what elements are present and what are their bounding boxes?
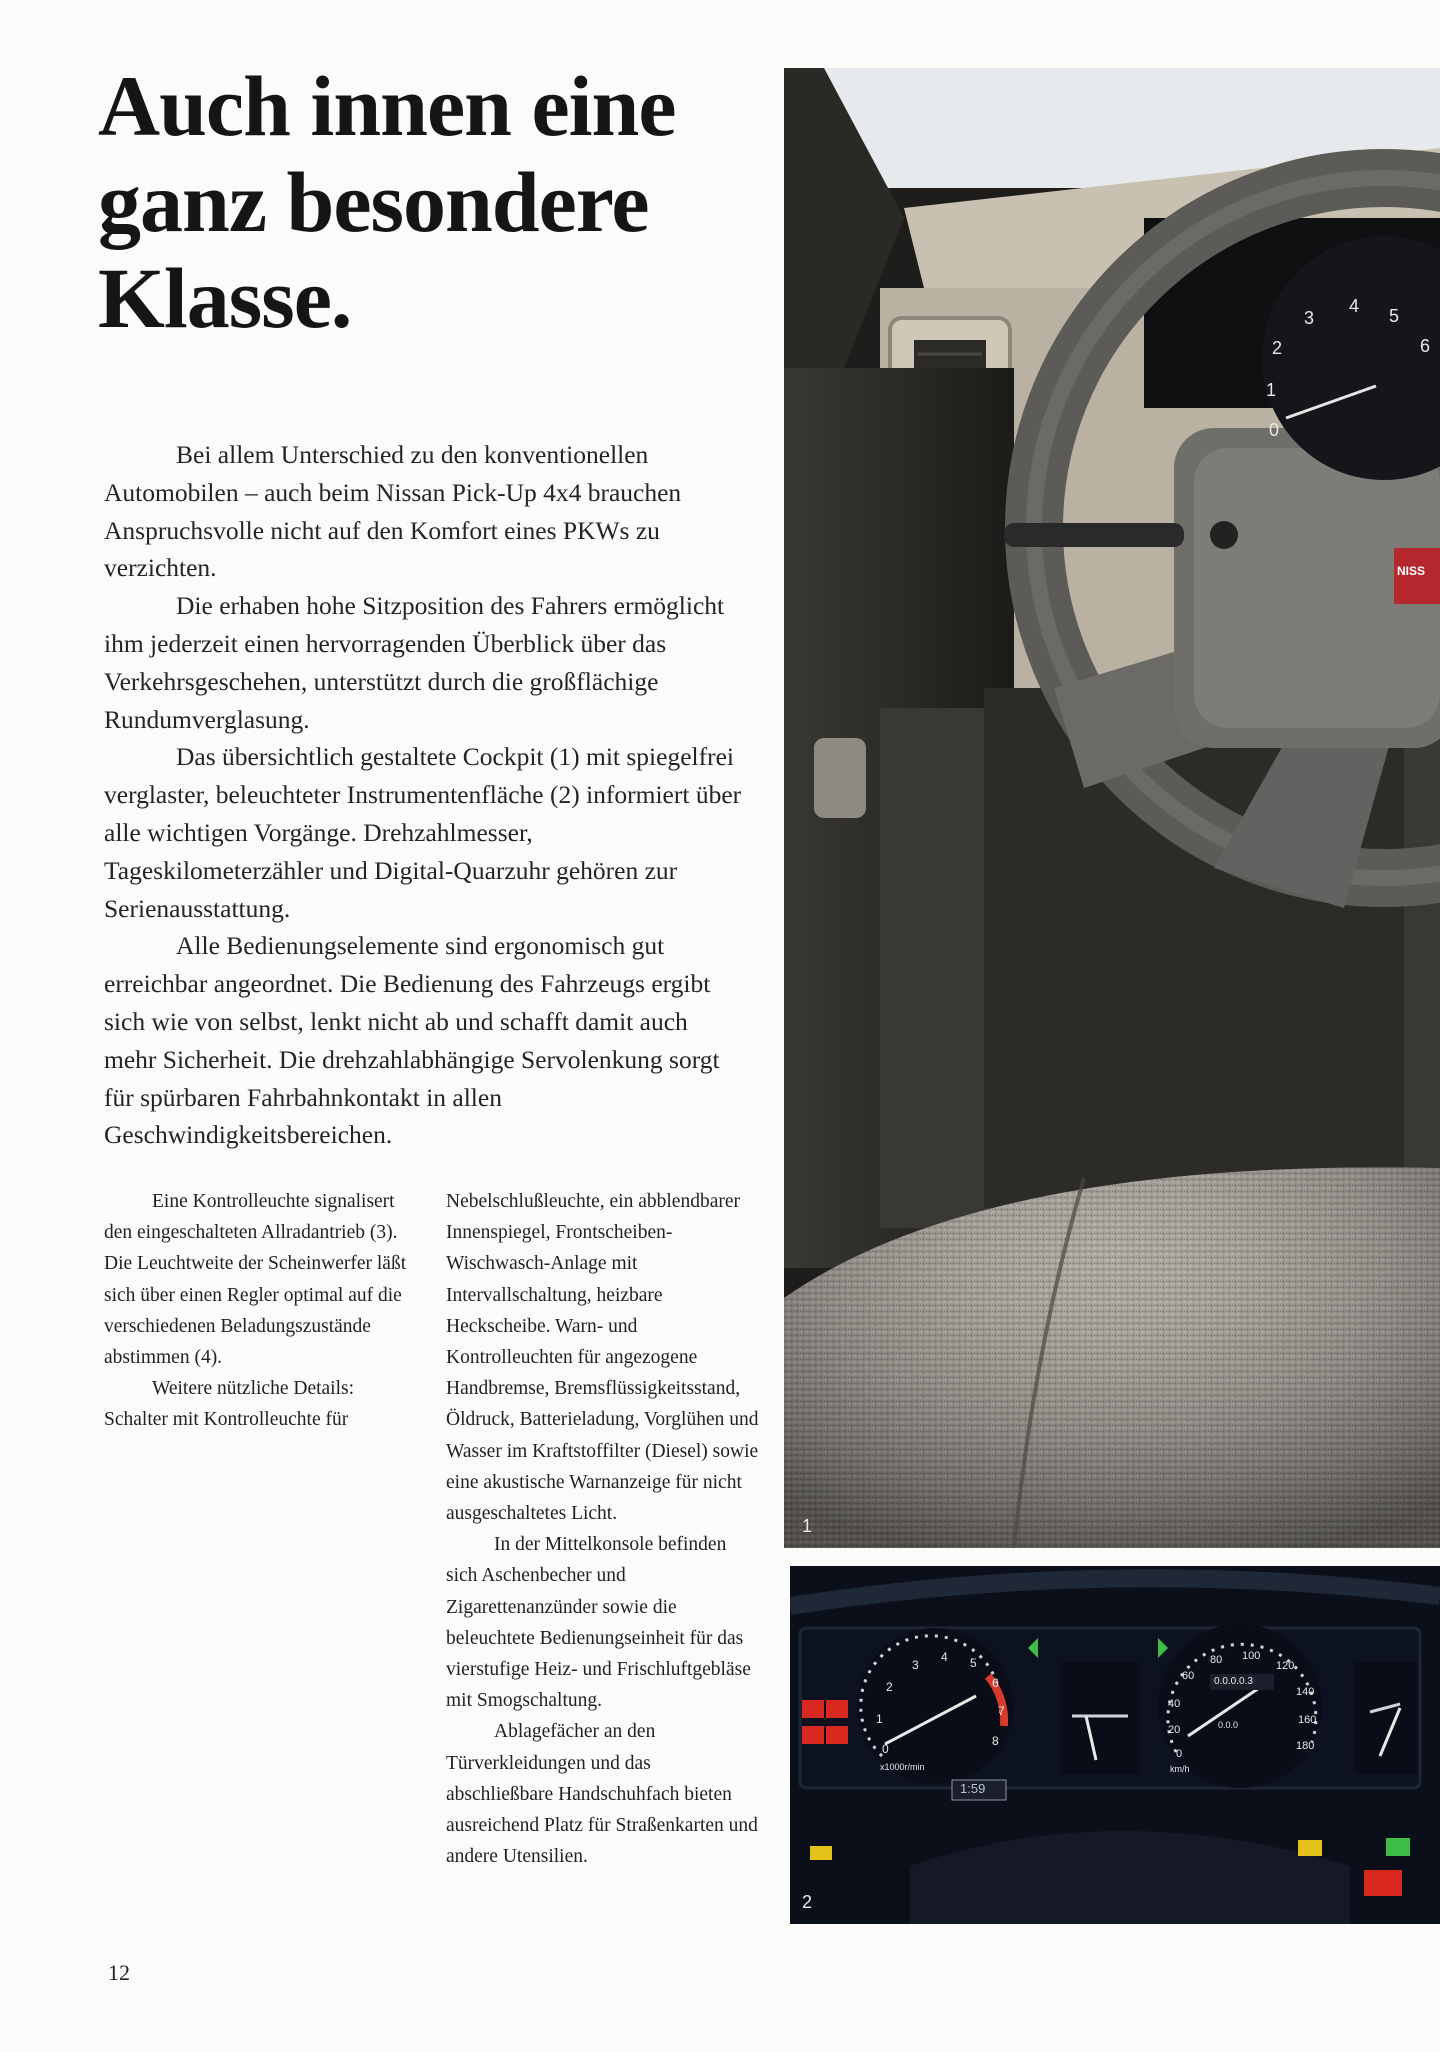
inset-speedo-number: 0 [1176, 1748, 1183, 1760]
text-column-right [446, 1186, 762, 1872]
tacho-number: 5 [1389, 306, 1400, 326]
cockpit-illustration [784, 68, 1440, 1548]
column-paragraph: Eine Kontrolleuchte signalisert den eingeschalteten Allradantrieb (3). Die Leuchtweite der Scheinwerfer läßt sich über einen Regler optimal auf die verschiedenen Beladungszustände abstimmen (4). [104, 1191, 407, 1369]
tacho-number: 4 [1349, 296, 1360, 316]
steering-badge: NISS [1397, 564, 1426, 578]
inset-speedo-number: 80 [1210, 1654, 1223, 1666]
tacho-number: 3 [1304, 308, 1315, 328]
intro-text [104, 436, 744, 1154]
column-paragraph: Nebelschlußleuchte, ein abblendbarer Innenspiegel, Frontscheiben-Wischwasch-Anlage mit Intervallschaltung, heizbare Heckscheibe. Warn- und Kontrolleuchten für angezogene Handbremse, Bremsflüssigkeitsstand, Öldruck, Batterieladung, Vorglühen und Wasser im Kraftstoffilter (Diesel) sowie eine akustische Warnanzeige für nicht ausgeschaltetes Licht. [446, 1191, 759, 1525]
inset-tacho-number: 5 [970, 1656, 977, 1670]
speedo-unit-label: km/h [1170, 1764, 1190, 1774]
page-headline [98, 58, 738, 346]
clock-readout: 1:59 [960, 1781, 986, 1796]
photo-label-1: 1 [802, 1516, 813, 1536]
page-number: 12 [108, 1960, 130, 1985]
inset-speedo-number: 180 [1296, 1740, 1315, 1752]
inset-speedo-number: 60 [1182, 1670, 1195, 1682]
inset-speedo-number: 120 [1276, 1660, 1295, 1672]
intro-paragraph: Die erhaben hohe Sitzposition des Fahrers ermöglicht ihm jederzeit einen hervorragenden Überblick über das Verkehrsgeschehen, unterstützt durch die großflächige Rundumverglasung. [104, 591, 725, 734]
inset-tacho-number: 2 [886, 1680, 893, 1694]
tacho-unit-label: x1000r/min [880, 1762, 925, 1772]
odometer-readout: 0.0.0.0.3 [1214, 1676, 1253, 1687]
tacho-number: 0 [1269, 420, 1280, 440]
column-paragraph: In der Mittelkonsole befinden sich Aschenbecher und Zigarettenanzünder sowie die beleuchtete Bedienungseinheit für das vierstufige Heiz- und Frischluftgebläse mit Smogschaltung. [446, 1534, 751, 1712]
headline-line-3: Klasse. [98, 250, 352, 346]
inset-tacho-number: 0 [882, 1742, 889, 1756]
cockpit-photo [784, 68, 1440, 1548]
inset-tacho-number: 1 [876, 1712, 883, 1726]
tacho-number: 1 [1266, 380, 1277, 400]
intro-paragraph: Bei allem Unterschied zu den konventionellen Automobilen – auch beim Nissan Pick-Up 4x4 brauchen Anspruchsvolle nicht auf den Komfort eines PKWs zu verzichten. [104, 440, 682, 583]
photo-label-2: 2 [802, 1892, 813, 1912]
tacho-number: 6 [1420, 336, 1431, 356]
inset-tacho-number: 7 [998, 1704, 1005, 1718]
inset-tacho-number: 8 [992, 1734, 999, 1748]
headline-line-1: Auch innen eine [98, 58, 676, 154]
column-paragraph: Ablagefächer an den Türverkleidungen und das abschließbare Handschuhfach bieten ausreichend Platz für Straßenkarten und andere Utensilien. [446, 1721, 758, 1868]
trip-readout: 0.0.0 [1218, 1720, 1239, 1730]
inset-tacho-number: 6 [992, 1676, 999, 1690]
inset-tacho-number: 4 [941, 1650, 948, 1664]
column-paragraph: Weitere nützliche Details: Schalter mit Kontrolleuchte für [104, 1378, 355, 1431]
inset-speedo-number: 100 [1242, 1650, 1261, 1662]
inset-speedo-number: 160 [1298, 1714, 1317, 1726]
intro-paragraph: Alle Bedienungselemente sind ergonomisch gut erreichbar angeordnet. Die Bedienung des Fahrzeugs ergibt sich wie von selbst, lenkt nicht ab und schafft damit auch mehr Sicherheit. Die drehzahlabhängige Servolenkung sorgt für spürbaren Fahrbahnkontakt in allen Geschwindigkeitsbereichen. [104, 931, 720, 1150]
inset-speedo-number: 20 [1168, 1724, 1181, 1736]
text-column-left [104, 1186, 420, 1436]
inset-speedo-number: 40 [1168, 1698, 1181, 1710]
tacho-number: 2 [1272, 338, 1283, 358]
inset-speedo-number: 140 [1296, 1686, 1315, 1698]
intro-paragraph: Das übersichtlich gestaltete Cockpit (1) mit spiegelfrei verglaster, beleuchteter Instrumentenfläche (2) informiert über alle wichtigen Vorgänge. Drehzahlmesser, Tageskilometerzähler und Digital-Quarzuhr gehören zur Serienausstattung. [104, 742, 742, 923]
headline-line-2: ganz besondere [98, 154, 649, 250]
inset-tacho-number: 3 [912, 1658, 919, 1672]
instrument-cluster-photo [790, 1566, 1440, 1924]
